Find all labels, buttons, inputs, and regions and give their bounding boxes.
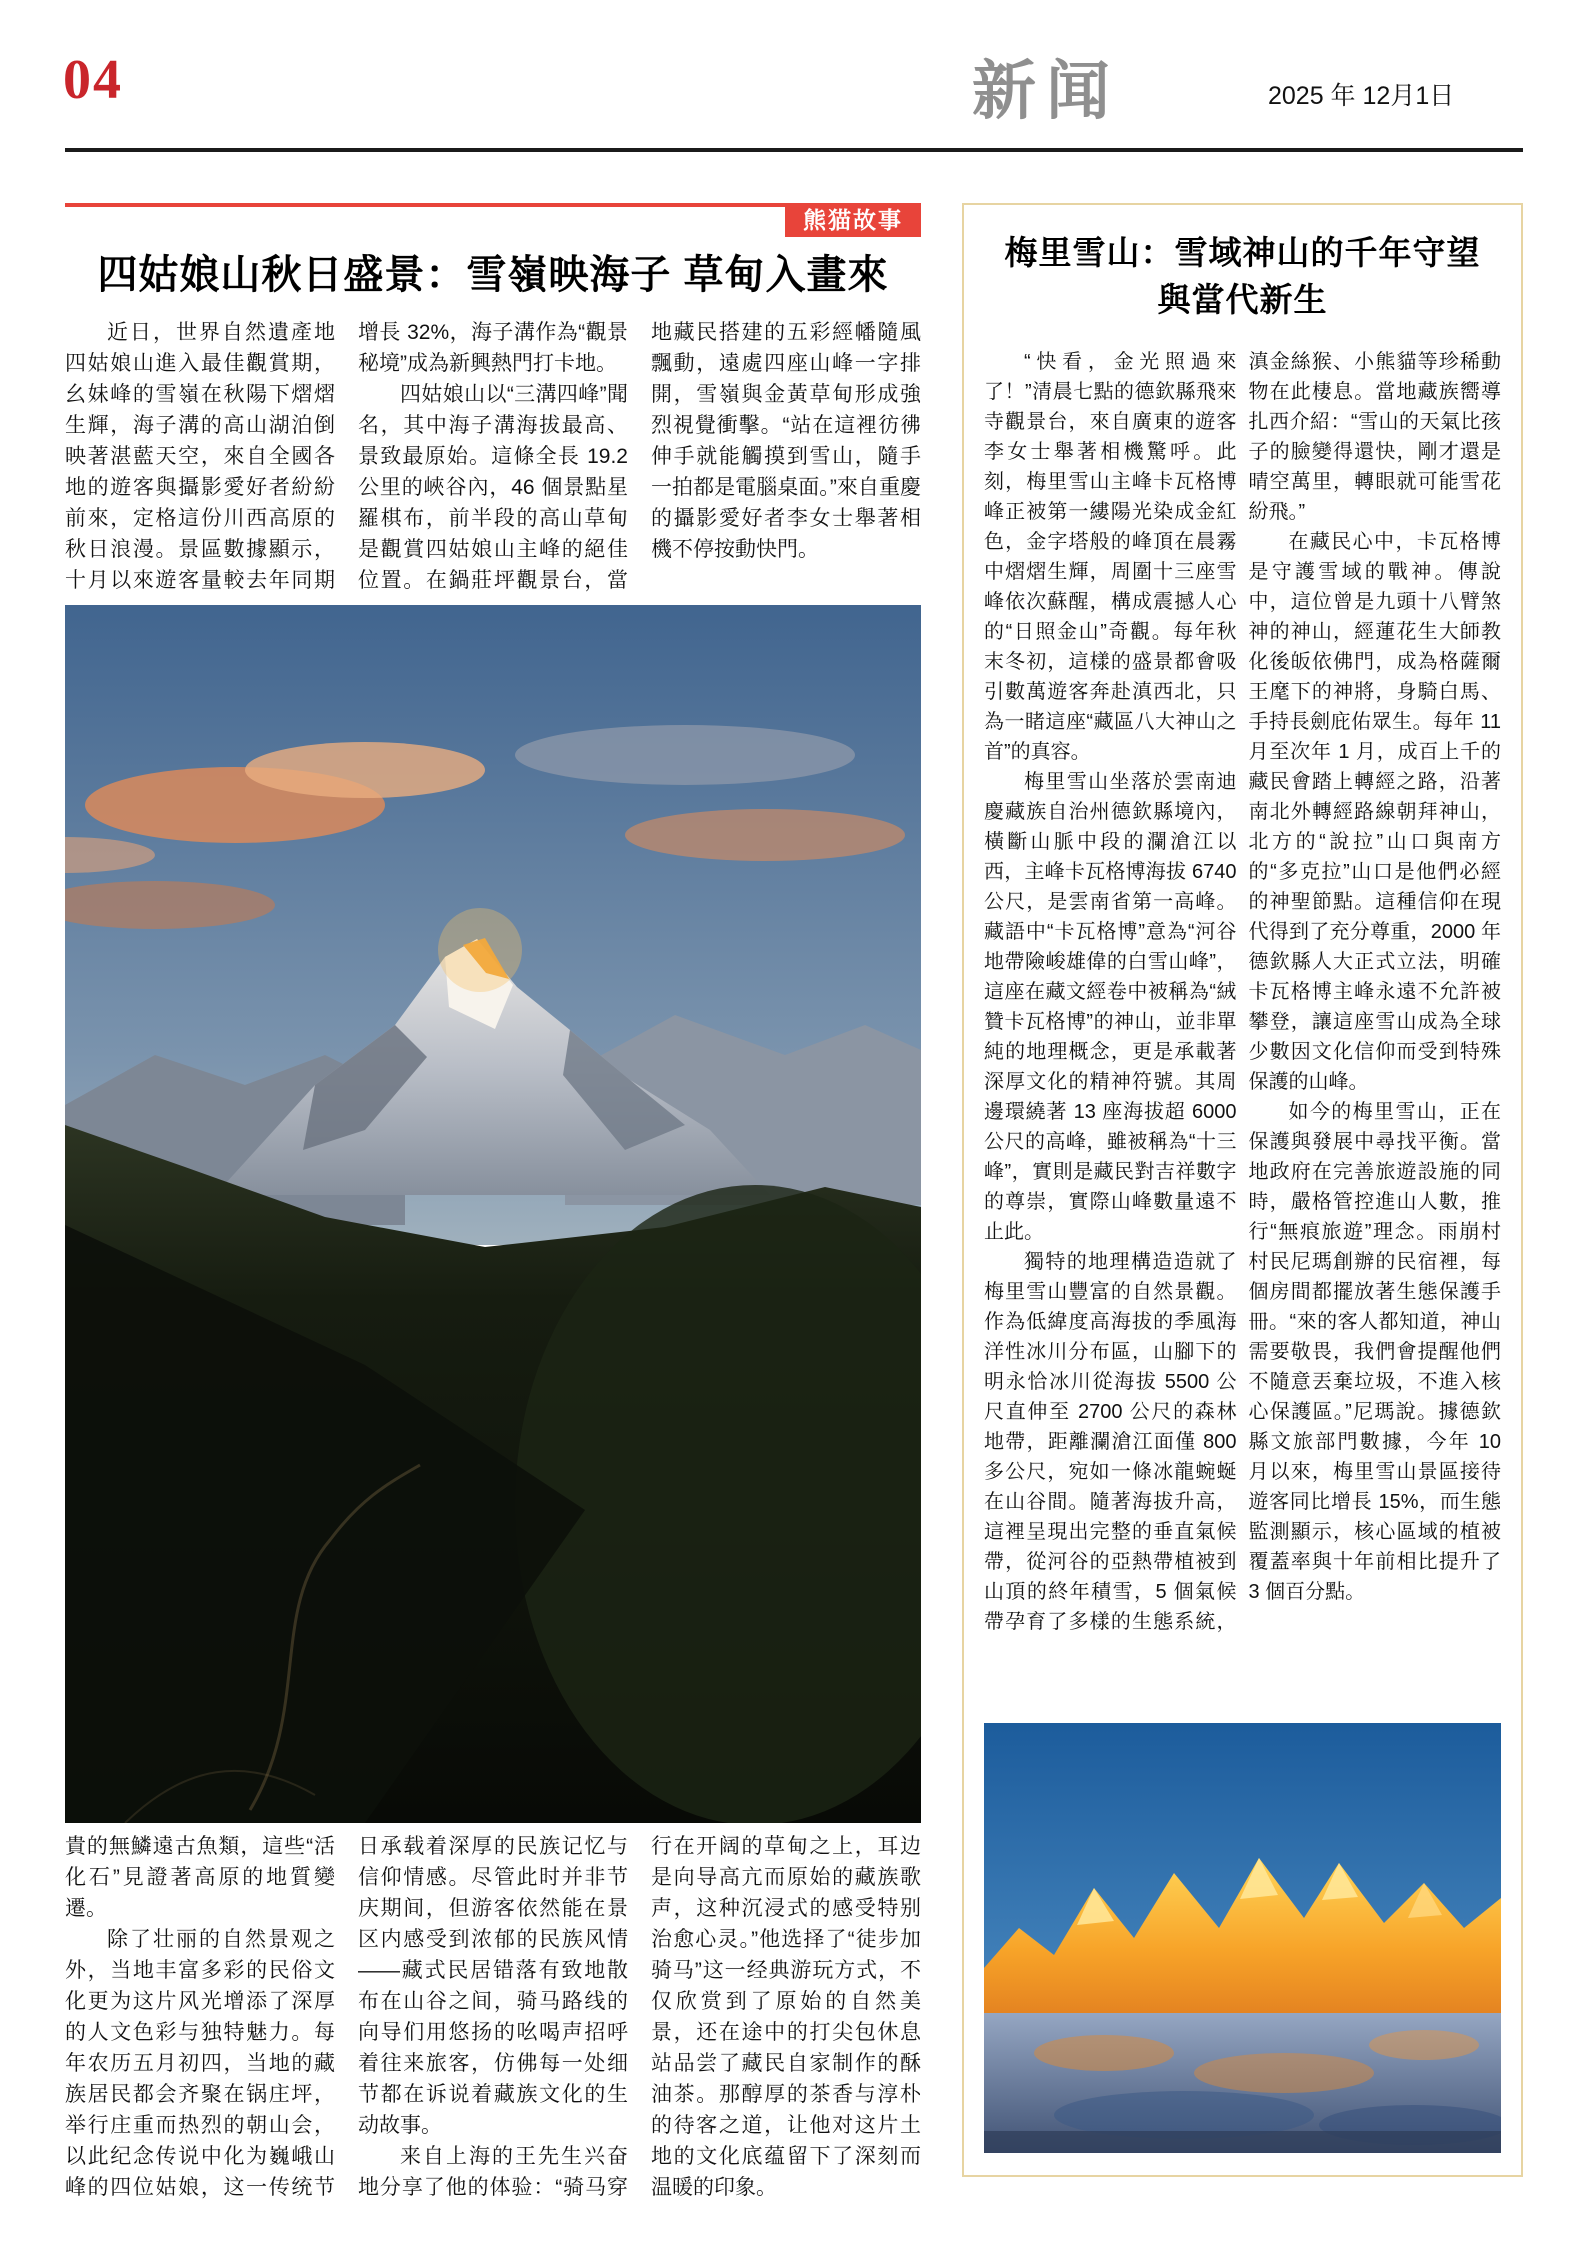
left-article-paragraph: 近日，世界自然遺產地四姑娘山進入最佳觀賞期，幺妹峰的雪嶺在秋陽下熠熠生輝，海子溝的高山湖泊倒映著湛藍天空，來自全國各地的遊客與攝影愛好者紛紛前來，定格這份川西高原的秋日浪漫。景區數據顯示，十月以來遊客量較去年同期增長 32%，海子溝作為“觀景秘境”成為新興熱門打卡地。: [65, 321, 628, 592]
section-title: 新闻: [972, 55, 1120, 127]
left-article-accent-rule: [65, 203, 921, 233]
siguniang-mountain-photo: [65, 605, 921, 1823]
header-rule: [65, 148, 1523, 152]
left-article-headline: 四姑娘山秋日盛景：雪嶺映海子 草甸入畫來: [97, 253, 889, 297]
left-article-paragraph: 除了壮丽的自然景观之外，当地丰富多彩的民俗文化更为这片风光增添了深厚的人文色彩与独特魅力。每年农历五月初四，当地的藏族居民都会齐聚在锅庄坪，举行庄重而热烈的朝山会，以此纪念传说中化为巍峨山峰的四位姑娘，这一传统节日承载着深厚的民族记忆与信仰情感。尽管此时并非节庆期间，但游客依然能在景区内感受到浓郁的民族风情——藏式民居错落有致地散布在山谷之间，骑马路线的向导们用悠扬的吆喝声招呼着往来旅客，仿佛每一处细节都在诉说着藏族文化的生动故事。: [65, 1835, 628, 2199]
right-article-body: [984, 347, 1501, 1665]
right-article-paragraph: 在藏民心中，卡瓦格博是守護雪域的戰神。傳說中，這位曾是九頭十八臂煞神的神山，經蓮花生大師教化後皈依佛門，成為格薩爾王麾下的神將，身騎白馬、手持長劍庇佑眾生。每年 11 月至次年 1 月，成百上千的藏民會踏上轉經之路，沿著南北外轉經路線朝拜神山，北方的“說拉”山口與南方的“多克拉”山口是他們必經的神聖節點。這種信仰在現代得到了充分尊重，2000 年德欽縣人大正式立法，明確卡瓦格博主峰永遠不允許被攀登，讓這座雪山成為全球少數因文化信仰而受到特殊保護的山峰。: [1248, 531, 1501, 1093]
left-article-body-bottom: [65, 1831, 921, 2217]
page-date: 2025 年 12月1日: [1268, 82, 1455, 110]
left-article-paragraph: 貴的無鱗遠古魚類，這些“活化石”見證著高原的地質變遷。: [65, 1835, 335, 1920]
left-article-paragraph: 四姑娘山以“三溝四峰”聞名，其中海子溝海拔最高、景致最原始。這條全長 19.2 公里的峽谷內，46 個景點星羅棋布，前半段的高山草甸是觀賞四姑娘山主峰的絕佳位置。在鍋莊坪觀景台，當地藏民搭建的五彩經幡隨風飄動，遠處四座山峰一字排開，雪嶺與金黃草甸形成強烈視覺衝擊。“站在這裡彷彿伸手就能觸摸到雪山，隨手一拍都是電腦桌面。”來自重慶的攝影愛好者李女士舉著相機不停按動快門。: [358, 321, 921, 592]
story-tag: 熊猫故事: [785, 203, 921, 237]
right-headline-line2: 與當代新生: [1157, 281, 1328, 318]
right-article-paragraph: “快看，金光照過來了！”清晨七點的德欽縣飛來寺觀景台，來自廣東的遊客李女士舉著相機驚呼。此刻，梅里雪山主峰卡瓦格博峰正被第一縷陽光染成金紅色，金字塔般的峰頂在晨霧中熠熠生輝，周圍十三座雪峰依次蘇醒，構成震撼人心的“日照金山”奇觀。每年秋末冬初，這樣的盛景都會吸引數萬遊客奔赴滇西北，只為一睹這座“藏區八大神山之首”的真容。: [984, 351, 1237, 763]
golden-sunrise-ridge-illustration: [984, 1723, 1501, 2153]
page-number: 04: [63, 49, 123, 111]
right-article-headline: [984, 229, 1501, 323]
right-article-box: [962, 203, 1523, 2177]
left-article-paragraph: 来自上海的王先生兴奋地分享了他的体验：“骑马穿行在开阔的草甸之上，耳边是向导高亢而原始的藏族歌声，这种沉浸式的感受特别治愈心灵。”他选择了“徒步加骑马”这一经典游玩方式，不仅欣赏到了原始的自然美景，还在途中的打尖包休息站品尝了藏民自家制作的酥油茶。那醇厚的茶香与淳朴的待客之道，让他对这片土地的文化底蕴留下了深刻而温暖的印象。: [358, 1835, 921, 2199]
right-headline-line1: 梅里雪山：雪域神山的千年守望: [1004, 234, 1481, 271]
right-article-paragraph: 獨特的地理構造造就了梅里雪山豐富的自然景觀。作為低緯度高海拔的季風海洋性冰川分布區，山腳下的明永恰冰川從海拔 5500 公尺直伸至 2700 公尺的森林地帶，距離瀾滄江面僅 800 多公尺，宛如一條冰龍蜿蜒在山谷間。隨著海拔升高，這裡呈現出完整的垂直氣候帶，從河谷的亞熱帶植被到山頂的終年積雪，5 個氣候帶孕育了多樣的生態系統，滇金絲猴、小熊貓等珍稀動物在此棲息。當地藏族嚮導扎西介紹：“雪山的天氣比孩子的臉變得還快，剛才還是晴空萬里，轉眼就可能雪花紛飛。”: [984, 351, 1501, 1633]
meili-snow-mountain-photo: [984, 1723, 1501, 2153]
left-article: [65, 203, 921, 2217]
right-article-paragraph: 如今的梅里雪山，正在保護與發展中尋找平衡。當地政府在完善旅遊設施的同時，嚴格管控進山人數，推行“無痕旅遊”理念。雨崩村村民尼瑪創辦的民宿裡，每個房間都擺放著生態保護手冊。“來的客人都知道，神山需要敬畏，我們會提醒他們不隨意丟棄垃圾，不進入核心保護區。”尼瑪說。據德欽縣文旅部門數據，今年 10 月以來，梅里雪山景區接待遊客同比增長 15%，而生態監測顯示，核心區域的植被覆蓋率與十年前相比提升了 3 個百分點。: [1248, 1101, 1501, 1603]
right-article-paragraph: 梅里雪山坐落於雲南迪慶藏族自治州德欽縣境內，橫斷山脈中段的瀾滄江以西，主峰卡瓦格博海拔 6740 公尺，是雲南省第一高峰。藏語中“卡瓦格博”意為“河谷地帶險峻雄偉的白雪山峰”，這座在藏文經卷中被稱為“絨贊卡瓦格博”的神山，並非單純的地理概念，更是承載著深厚文化的精神符號。其周邊環繞著 13 座海拔超 6000 公尺的高峰，雖被稱為“十三峰”，實則是藏民對吉祥數字的尊崇，實際山峰數量遠不止此。: [984, 771, 1237, 1243]
left-article-body-top: [65, 317, 921, 605]
mountain-sunset-illustration: [65, 605, 921, 1823]
